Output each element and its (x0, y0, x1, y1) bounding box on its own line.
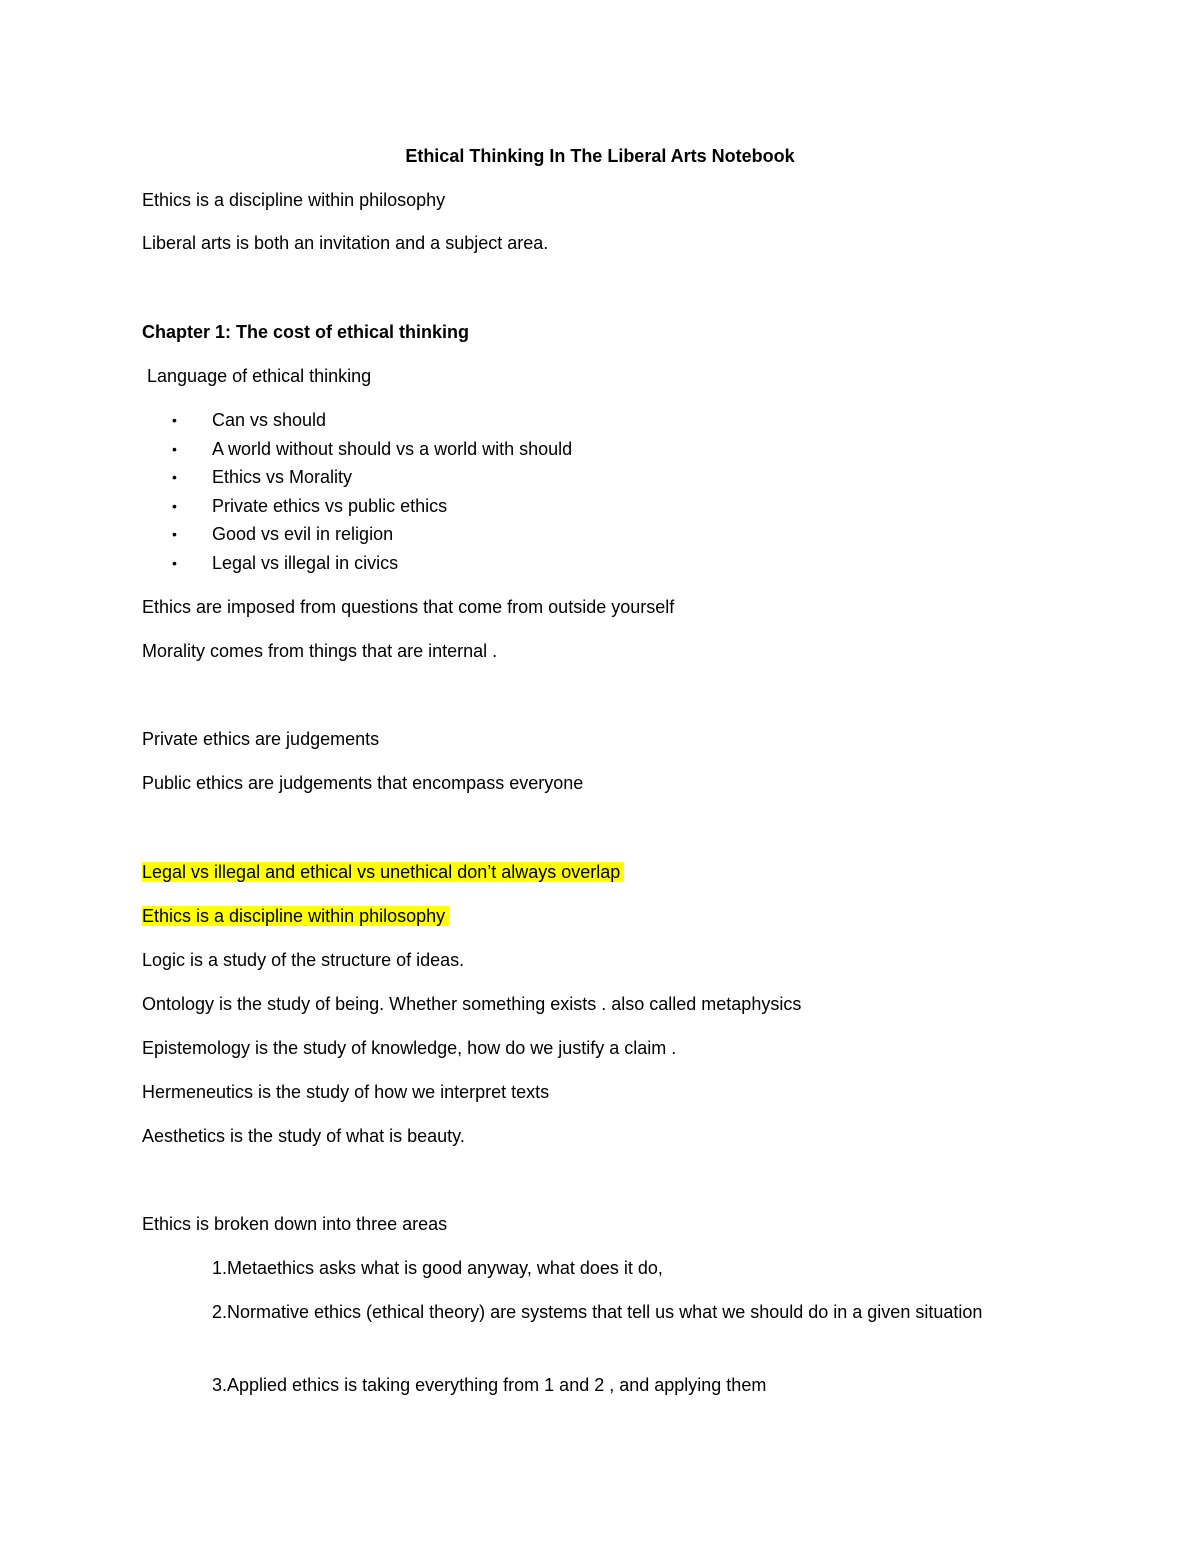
document-title: Ethical Thinking In The Liberal Arts Notebook (405, 146, 795, 166)
intro-line-2: Liberal arts is both an invitation and a subject area. (142, 233, 549, 253)
areas-heading: Ethics is broken down into three areas (142, 1214, 448, 1234)
area-item-3: 3.Applied ethics is taking everything from 1 and 2 , and applying them (212, 1375, 767, 1395)
bullet-item: Can vs should (212, 410, 327, 430)
branch-epistemology: Epistemology is the study of knowledge, how do we justify a claim . (142, 1038, 677, 1058)
bullet-glyph: • (172, 441, 177, 457)
bullet-glyph: • (172, 469, 177, 485)
bullet-item: Ethics vs Morality (212, 467, 353, 487)
chapter-heading: Chapter 1: The cost of ethical thinking (142, 322, 470, 342)
highlighted-line-1 (142, 861, 624, 883)
branch-hermeneutics: Hermeneutics is the study of how we interpret texts (142, 1082, 550, 1102)
highlighted-line-2 (142, 905, 449, 927)
area-item-2: 2.Normative ethics (ethical theory) are systems that tell us what we should do in a given situation (212, 1302, 983, 1322)
branch-aesthetics: Aesthetics is the study of what is beauty. (142, 1126, 465, 1146)
bullet-glyph: • (172, 526, 177, 542)
bullet-glyph: • (172, 555, 177, 571)
area-item-1: 1.Metaethics asks what is good anyway, what does it do, (212, 1258, 663, 1278)
intro-line-1: Ethics is a discipline within philosophy (142, 190, 446, 210)
language-heading: Language of ethical thinking (142, 366, 372, 386)
public-ethics-line: Public ethics are judgements that encompass everyone (142, 773, 584, 793)
bullet-item: Private ethics vs public ethics (212, 496, 448, 516)
morality-definition: Morality comes from things that are internal . (142, 641, 498, 661)
ethics-definition: Ethics are imposed from questions that come from outside yourself (142, 597, 675, 617)
highlight-text: Legal vs illegal and ethical vs unethical don’t always overlap (142, 862, 624, 882)
bullet-glyph: • (172, 498, 177, 514)
bullet-item: Good vs evil in religion (212, 524, 394, 544)
branch-ontology: Ontology is the study of being. Whether something exists . also called metaphysics (142, 994, 802, 1014)
private-ethics-line: Private ethics are judgements (142, 729, 380, 749)
branch-logic: Logic is a study of the structure of ideas. (142, 950, 465, 970)
bullet-item: A world without should vs a world with should (212, 439, 573, 459)
highlight-text: Ethics is a discipline within philosophy (142, 906, 449, 926)
bullet-item: Legal vs illegal in civics (212, 553, 399, 573)
bullet-glyph: • (172, 412, 177, 428)
